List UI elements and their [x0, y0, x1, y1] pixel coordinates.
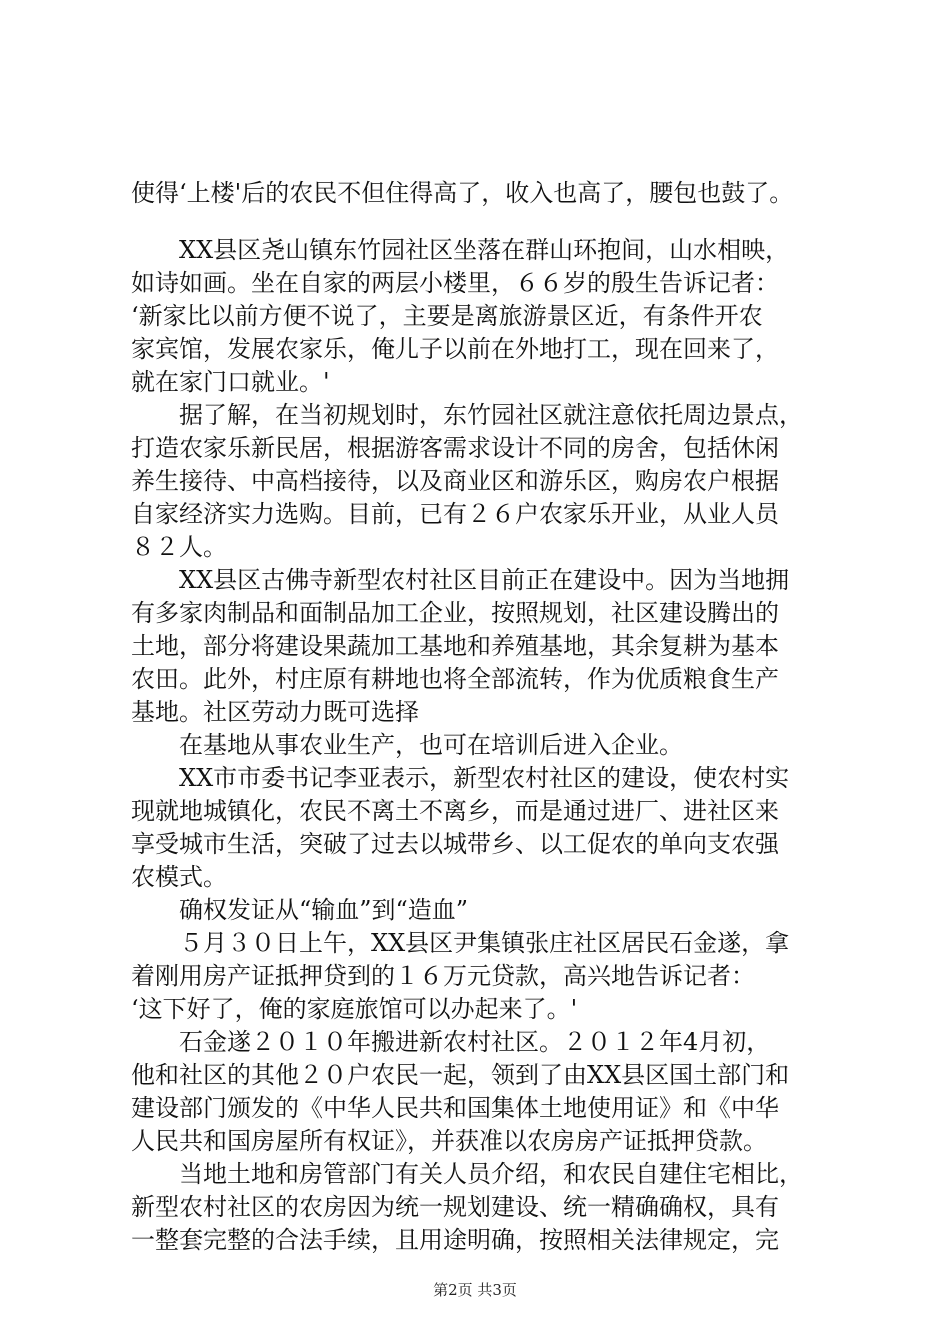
text-line: 当地土地和房管部门有关人员介绍，和农民自建住宅相比，: [131, 1160, 803, 1188]
text-line: 一整套完整的合法手续，且用途明确，按照相关法律规定，完: [131, 1226, 779, 1254]
text-line: 自家经济实力选购。目前，已有２６户农家乐开业，从业人员: [131, 500, 779, 528]
text-line: 在基地从事农业生产，也可在培训后进入企业。: [131, 731, 683, 759]
text-line: 农田。此外，村庄原有耕地也将全部流转，作为优质粮食生产: [131, 665, 779, 693]
text-line: 基地。社区劳动力既可选择: [131, 698, 419, 726]
text-line: 着刚用房产证抵押贷到的１６万元贷款，高兴地告诉记者：: [131, 962, 755, 990]
text-line: XX市市委书记李亚表示，新型农村社区的建设，使农村实: [131, 764, 790, 792]
text-line: 使得‘上楼'后的农民不但住得高了，收入也高了，腰包也鼓了。: [131, 179, 794, 207]
text-line: 农模式。: [131, 863, 227, 891]
text-line: 他和社区的其他２０户农民一起，领到了由XX县区国土部门和: [131, 1061, 790, 1089]
text-line: 享受城市生活，突破了过去以城带乡、以工促农的单向支农强: [131, 830, 779, 858]
text-line: 有多家肉制品和面制品加工企业，按照规划，社区建设腾出的: [131, 599, 779, 627]
text-line: ‘这下好了，俺的家庭旅馆可以办起来了。': [131, 995, 578, 1023]
text-line: 据了解，在当初规划时，东竹园社区就注意依托周边景点，: [131, 401, 803, 429]
text-line: XX县区古佛寺新型农村社区目前正在建设中。因为当地拥: [131, 566, 790, 594]
text-line: 人民共和国房屋所有权证》，并获准以农房房产证抵押贷款。: [131, 1127, 767, 1155]
section-heading: 确权发证从“输血”到“造血”: [131, 896, 469, 924]
text-line: ５月３０日上午，XX县区尹集镇张庄社区居民石金遂，拿: [131, 929, 790, 957]
text-line: 建设部门颁发的《中华人民共和国集体土地使用证》和《中华: [131, 1094, 779, 1122]
text-line: 土地，部分将建设果蔬加工基地和养殖基地，其余复耕为基本: [131, 632, 779, 660]
page-number-footer: 第2页 共3页: [433, 1281, 517, 1299]
text-line: 家宾馆，发展农家乐，俺儿子以前在外地打工，现在回来了，: [131, 335, 779, 363]
text-line: 养生接待、中高档接待，以及商业区和游乐区，购房农户根据: [131, 467, 779, 495]
text-line: 就在家门口就业。': [131, 368, 330, 396]
text-line: 石金遂２０１０年搬进新农村社区。２０１２年4月初，: [131, 1028, 771, 1056]
text-line: 现就地城镇化，农民不离土不离乡，而是通过进厂、进社区来: [131, 797, 779, 825]
text-line: 如诗如画。坐在自家的两层小楼里，６６岁的殷生告诉记者：: [131, 269, 779, 297]
text-line: 新型农村社区的农房因为统一规划建设、统一精确确权，具有: [131, 1193, 779, 1221]
text-line: ８２人。: [131, 533, 227, 561]
text-line: ‘新家比以前方便不说了，主要是离旅游景区近，有条件开农: [131, 302, 763, 330]
text-line: XX县区尧山镇东竹园社区坐落在群山环抱间，山水相映，: [131, 236, 790, 264]
text-line: 打造农家乐新民居，根据游客需求设计不同的房舍，包括休闲: [131, 434, 779, 462]
